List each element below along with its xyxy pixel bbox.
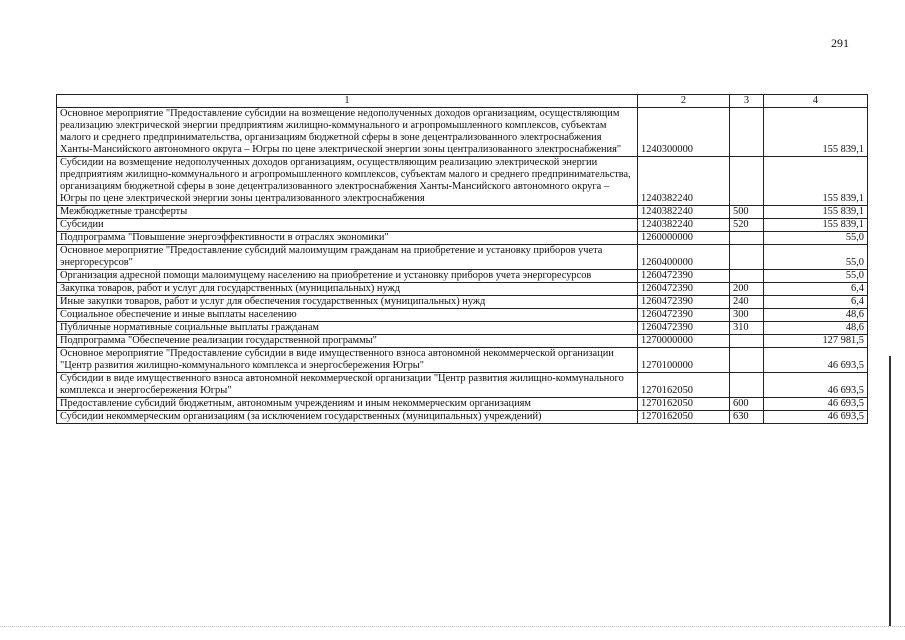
row-kind (730, 348, 764, 373)
row-code: 1270162050 (638, 398, 730, 411)
table-row (57, 411, 868, 424)
row-kind (730, 335, 764, 348)
row-kind: 240 (730, 296, 764, 309)
row-sum: 127 981,5 (764, 335, 868, 348)
row-kind: 600 (730, 398, 764, 411)
row-name: Субсидии (57, 219, 638, 232)
row-code: 1270162050 (638, 411, 730, 424)
row-code: 1260472390 (638, 270, 730, 283)
row-code: 1240382240 (638, 157, 730, 206)
table-row (57, 283, 868, 296)
table-row (57, 157, 868, 206)
scan-edge-mark (889, 356, 891, 626)
table-row (57, 245, 868, 270)
row-code: 1270100000 (638, 348, 730, 373)
table-row (57, 108, 868, 157)
row-sum: 155 839,1 (764, 108, 868, 157)
row-kind: 300 (730, 309, 764, 322)
row-sum: 155 839,1 (764, 206, 868, 219)
row-code: 1260472390 (638, 296, 730, 309)
column-header-code: 2 (638, 95, 730, 108)
row-code: 1240382240 (638, 219, 730, 232)
row-sum: 155 839,1 (764, 219, 868, 232)
row-code: 1260472390 (638, 283, 730, 296)
table-row (57, 206, 868, 219)
row-name: Межбюджетные трансферты (57, 206, 638, 219)
row-name: Основное мероприятие "Предоставление субсидии на возмещение недополученных доходов организациям, осуществляющим реализацию электрической энергии предприятиям жилищно-коммунального и агропромышленного комплексов, субъектам малого и среднего предпринимательства, организациям бюджетной сферы в зоне децентрализованного электроснабжения Ханты-Мансийского автономного округа – Югры по цене электрической энергии зоны централизованного электроснабжения" (57, 108, 638, 157)
row-name: Субсидии некоммерческим организациям (за исключением государственных (муниципальных) учреждений) (57, 411, 638, 424)
table-row (57, 232, 868, 245)
table-row (57, 398, 868, 411)
row-kind: 200 (730, 283, 764, 296)
row-sum: 55,0 (764, 245, 868, 270)
page-number: 291 (831, 36, 849, 50)
row-name: Субсидии на возмещение недополученных доходов организациям, осуществляющим реализацию электрической энергии предприятиям жилищно-коммунального и агропромышленного комплексов, субъектам малого и среднего предпринимательства, организациям бюджетной сферы в зоне децентрализованного электроснабжения Ханты-Мансийского автономного округа – Югры по цене электрической энергии зоны централизованного электроснабжения (57, 157, 638, 206)
row-sum: 55,0 (764, 270, 868, 283)
row-kind: 630 (730, 411, 764, 424)
row-kind: 520 (730, 219, 764, 232)
table-row (57, 373, 868, 398)
row-sum: 46 693,5 (764, 348, 868, 373)
table-row (57, 309, 868, 322)
row-code: 1260400000 (638, 245, 730, 270)
row-sum: 155 839,1 (764, 157, 868, 206)
row-kind: 500 (730, 206, 764, 219)
row-kind (730, 270, 764, 283)
row-sum: 55,0 (764, 232, 868, 245)
row-name: Предоставление субсидий бюджетным, автономным учреждениям и иным некоммерческим организациям (57, 398, 638, 411)
row-kind: 310 (730, 322, 764, 335)
row-code: 1240300000 (638, 108, 730, 157)
row-kind (730, 108, 764, 157)
row-kind (730, 232, 764, 245)
row-code: 1260472390 (638, 309, 730, 322)
row-sum: 6,4 (764, 283, 868, 296)
table-row (57, 296, 868, 309)
row-name: Публичные нормативные социальные выплаты гражданам (57, 322, 638, 335)
table-row (57, 335, 868, 348)
row-sum: 46 693,5 (764, 411, 868, 424)
row-code: 1240382240 (638, 206, 730, 219)
row-name: Социальное обеспечение и иные выплаты населению (57, 309, 638, 322)
row-name: Основное мероприятие "Предоставление субсидий малоимущим гражданам на приобретение и установку приборов учета энергоресурсов" (57, 245, 638, 270)
row-kind (730, 245, 764, 270)
table-row (57, 322, 868, 335)
table-row (57, 219, 868, 232)
row-code: 1270162050 (638, 373, 730, 398)
row-name: Организация адресной помощи малоимущему населению на приобретение и установку приборов учета энергоресурсов (57, 270, 638, 283)
row-name: Закупка товаров, работ и услуг для государственных (муниципальных) нужд (57, 283, 638, 296)
table-row (57, 270, 868, 283)
row-sum: 6,4 (764, 296, 868, 309)
row-sum: 46 693,5 (764, 373, 868, 398)
row-code: 1260000000 (638, 232, 730, 245)
column-header-sum: 4 (764, 95, 868, 108)
row-kind (730, 373, 764, 398)
row-code: 1270000000 (638, 335, 730, 348)
row-sum: 46 693,5 (764, 398, 868, 411)
table-row (57, 348, 868, 373)
scan-noise-line (0, 626, 905, 628)
column-header-kind: 3 (730, 95, 764, 108)
row-kind (730, 157, 764, 206)
row-name: Подпрограмма "Обеспечение реализации государственной программы" (57, 335, 638, 348)
column-header-name: 1 (57, 95, 638, 108)
row-sum: 48,6 (764, 322, 868, 335)
budget-table (56, 94, 868, 424)
row-name: Субсидии в виде имущественного взноса автономной некоммерческой организации "Центр развития жилищно-коммунального комплекса и энергосбережения Югры" (57, 373, 638, 398)
row-name: Основное мероприятие "Предоставление субсидии в виде имущественного взноса автономной некоммерческой организации "Центр развития жилищно-коммунального комплекса и энергосбережения Югры" (57, 348, 638, 373)
row-name: Иные закупки товаров, работ и услуг для обеспечения государственных (муниципальных) нужд (57, 296, 638, 309)
row-code: 1260472390 (638, 322, 730, 335)
row-sum: 48,6 (764, 309, 868, 322)
row-name: Подпрограмма "Повышение энергоэффективности в отраслях экономики" (57, 232, 638, 245)
table-header-row (57, 95, 868, 108)
